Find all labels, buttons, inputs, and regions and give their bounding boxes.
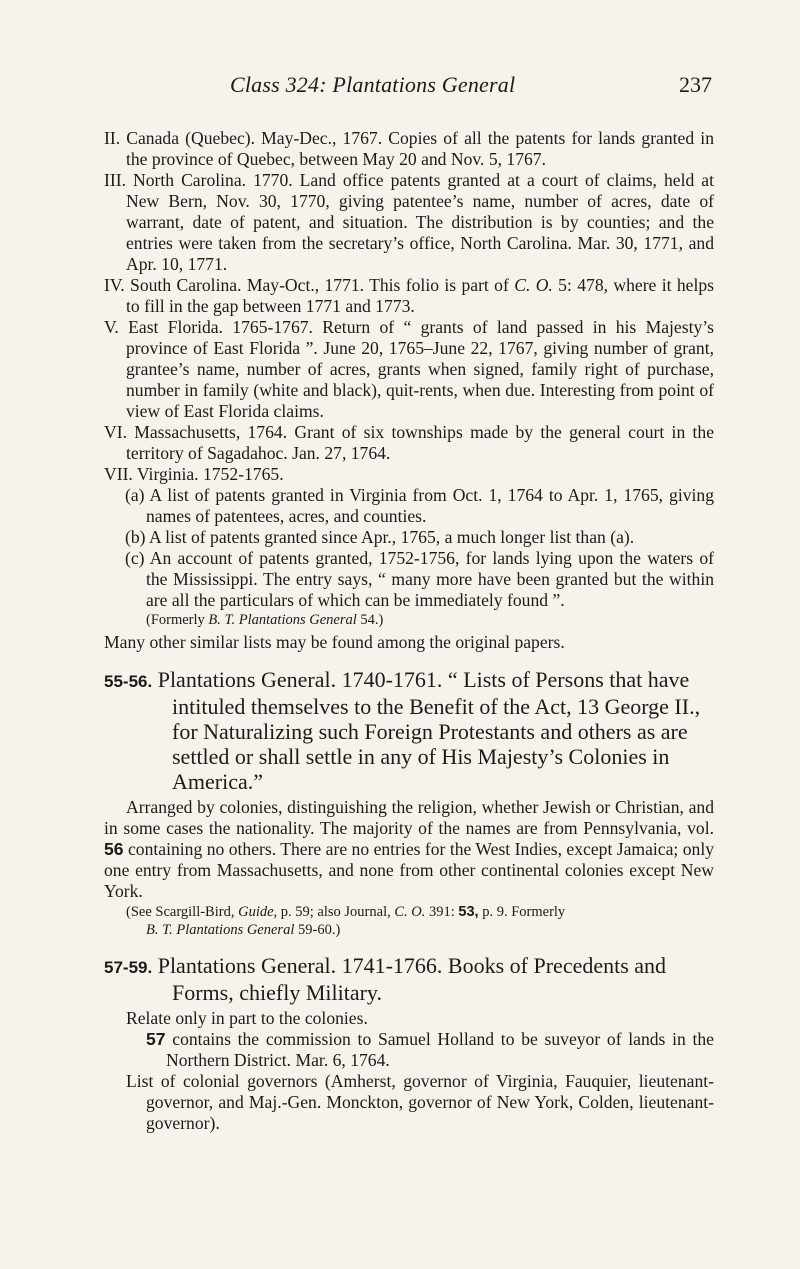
section-55-56-number: 55-56. (104, 672, 153, 691)
section-55-56-description: Arranged by colonies, distinguishing the religion, whether Jewish or Christian, and in some cases the nationality. The majority of the names are from Pennsylvania, vol. 56 containing no others. There are no entries for the West Indies, except Jamaica; only one entry from Massachusetts, and none from other continental colonies except New York. (104, 797, 714, 901)
virginia-subitem-b: (b) A list of patents granted since Apr., 1765, a much longer list than (a). (125, 527, 635, 547)
closing-note: Many other similar lists may be found among the original papers. (104, 632, 565, 652)
entry-massachusetts: VI. Massachusetts, 1764. Grant of six townships made by the general court in the territory of Sagadahoc. Jan. 27, 1764. (104, 422, 714, 463)
section-57-59-governors-list: List of colonial governors (Amherst, governor of Virginia, Fauquier, lieutenant-governor, and Maj.-Gen. Monckton, governor of New York, Colden, lieutenant-governor). (126, 1071, 714, 1133)
section-57-59-number: 57-59. (104, 958, 153, 977)
page-header (230, 72, 712, 98)
section-57-59-item-57: 57 contains the commission to Samuel Holland to be suveyor of lands in the Northern District. Mar. 6, 1764. (146, 1029, 714, 1070)
section-57-59-heading: 57-59. Plantations General. 1741-1766. Books of Precedents and Forms, chiefly Military. (104, 953, 667, 1005)
section-55-56-reference: (See Scargill-Bird, Guide, p. 59; also Journal, C. O. 391: 53, p. 9. Formerly B. T. Plantations General 59-60.) (126, 904, 566, 938)
entry-virginia: VII. Virginia. 1752-1765. (104, 464, 284, 484)
running-title: Class 324: Plantations General (230, 72, 516, 97)
entry-east-florida: V. East Florida. 1765-1767. Return of “ grants of land passed in his Majesty’s province of East Florida ”. June 20, 1765–June 22, 1767, giving number of grant, grantee’s name, number of acres, grants when signed, family right of purchase, number in family (white and black), quit-rents, when due. Interesting from point of view of East Florida claims. (104, 317, 714, 421)
section-57-59 (104, 953, 714, 1134)
page-number: 237 (679, 72, 712, 97)
virginia-subitem-c: (c) An account of patents granted, 1752-1756, for lands lying upon the waters of the Mississippi. The entry says, “ many more have been granted but the within are all the particulars of which can be immediately found ”. (125, 548, 714, 610)
section-55-56 (104, 667, 714, 939)
entry-north-carolina: III. North Carolina. 1770. Land office patents granted at a court of claims, held at New Bern, Nov. 30, 1770, giving patentee’s name, number of acres, date of warrant, date of patent, and situation. The distribution is by counties; and the entries were taken from the secretary’s office, North Carolina. Mar. 30, 1771, and Apr. 10, 1771. (104, 170, 714, 274)
entry-canada: II. Canada (Quebec). May-Dec., 1767. Copies of all the patents for lands granted in the province of Quebec, between May 20 and Nov. 5, 1767. (104, 128, 714, 169)
section-55-56-heading: 55-56. Plantations General. 1740-1761. “ Lists of Persons that have intituled themselves to the Benefit of the Act, 13 George II., for Naturalizing such Foreign Protestants and others as are settled or shall settle in any of His Majesty’s Colonies in America.” (104, 667, 701, 794)
section-57-59-relate: Relate only in part to the colonies. (126, 1008, 368, 1028)
page-body (104, 128, 714, 1134)
formerly-reference: (Formerly B. T. Plantations General 54.) (146, 612, 384, 628)
entry-south-carolina: IV. South Carolina. May-Oct., 1771. This folio is part of C. O. 5: 478, where it helps to fill in the gap between 1771 and 1773. (104, 275, 714, 316)
virginia-subitem-a: (a) A list of patents granted in Virginia from Oct. 1, 1764 to Apr. 1, 1765, giving names of patentees, acres, and counties. (125, 485, 714, 526)
